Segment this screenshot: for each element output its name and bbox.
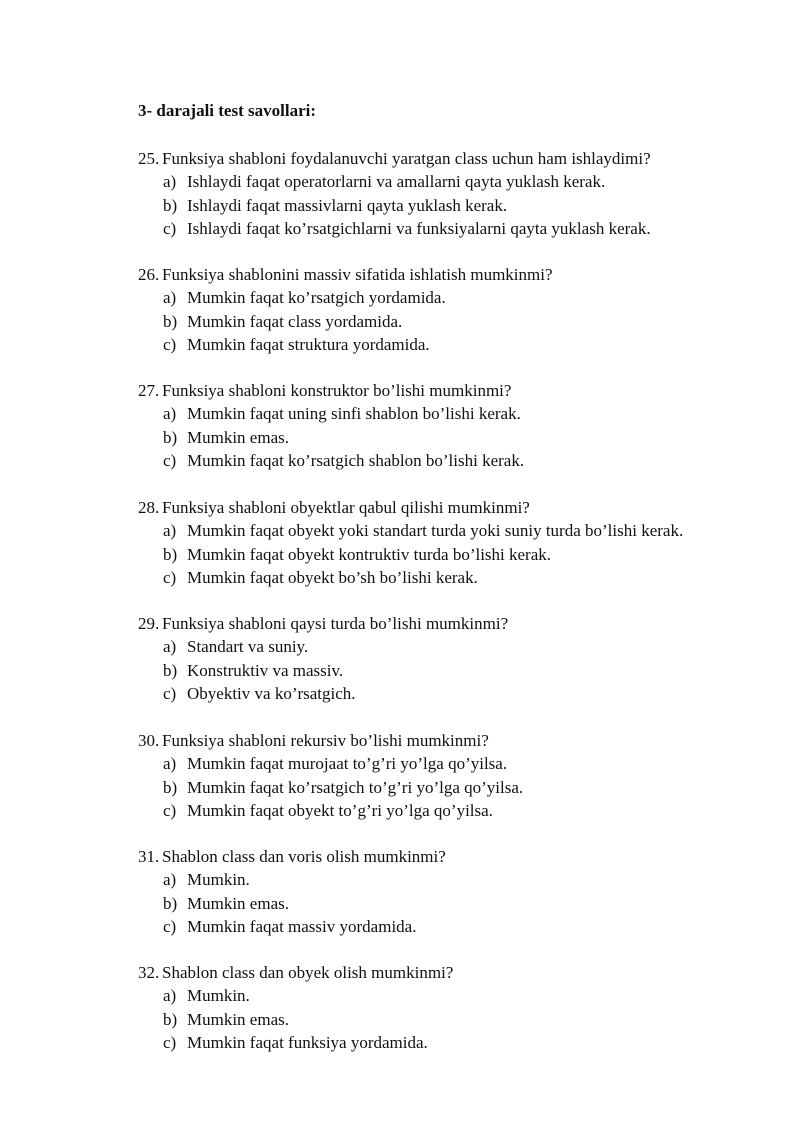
option-letter: b) [163, 544, 178, 564]
option-letter: a) [163, 754, 177, 774]
option-text: Konstruktiv va massiv. [187, 660, 344, 680]
option-text: Mumkin faqat obyekt to’g’ri yo’lga qo’yilsa. [187, 800, 493, 820]
question-number: 26. [138, 265, 160, 284]
option-letter: a) [163, 870, 177, 890]
option-letter: c) [163, 916, 177, 936]
option-text: Mumkin faqat murojaat to’g’ri yo’lga qo’yilsa. [187, 754, 508, 774]
option-c [138, 682, 778, 705]
option-text: Mumkin emas. [187, 1009, 289, 1029]
option-a [138, 984, 778, 1007]
option-c [138, 566, 778, 589]
option-b [138, 194, 778, 217]
option-text: Mumkin faqat funksiya yordamida. [187, 1032, 428, 1052]
option-text: Mumkin emas. [187, 427, 289, 447]
option-c [138, 333, 778, 356]
option-text: Mumkin faqat ko’rsatgich to’g’ri yo’lga qo’yilsa. [187, 777, 524, 797]
option-b [138, 1008, 778, 1031]
option-text: Obyektiv va ko’rsatgich. [187, 683, 356, 703]
option-text: Mumkin faqat obyekt yoki standart turda yoki suniy turda bo’lishi kerak. [187, 521, 684, 541]
question-number: 30. [138, 731, 160, 750]
option-text: Mumkin faqat ko’rsatgich shablon bo’lishi kerak. [187, 450, 525, 470]
question-29 [138, 612, 778, 705]
option-letter: b) [163, 660, 178, 680]
option-text: Mumkin emas. [187, 893, 289, 913]
question-number: 31. [138, 847, 160, 866]
option-text: Ishlaydi faqat massivlarni qayta yuklash kerak. [187, 195, 508, 215]
question-body: Funksiya shabloni foydalanuvchi yaratgan class uchun ham ishlaydimi? [162, 149, 651, 168]
question-text [138, 379, 778, 402]
option-letter: c) [163, 683, 177, 703]
option-a [138, 170, 778, 193]
question-25 [138, 147, 778, 240]
question-26 [138, 263, 778, 356]
option-a [138, 519, 778, 542]
option-text: Mumkin. [187, 870, 250, 890]
option-c [138, 217, 778, 240]
option-a [138, 868, 778, 891]
question-32 [138, 961, 778, 1054]
option-a [138, 402, 778, 425]
question-body: Shablon class dan voris olish mumkinmi? [162, 847, 446, 866]
question-text [138, 147, 778, 170]
option-b [138, 426, 778, 449]
option-text: Mumkin faqat class yordamida. [187, 311, 403, 331]
option-letter: c) [163, 334, 177, 354]
option-b [138, 892, 778, 915]
option-letter: b) [163, 893, 178, 913]
question-30 [138, 729, 778, 822]
option-letter: b) [163, 311, 178, 331]
option-b [138, 659, 778, 682]
option-b [138, 543, 778, 566]
question-text [138, 496, 778, 519]
question-body: Funksiya shabloni konstruktor bo’lishi mumkinmi? [162, 381, 512, 400]
question-text [138, 729, 778, 752]
option-letter: b) [163, 427, 178, 447]
option-letter: c) [163, 218, 177, 238]
question-number: 28. [138, 498, 160, 517]
option-a [138, 752, 778, 775]
option-text: Mumkin faqat ko’rsatgich yordamida. [187, 288, 446, 308]
option-letter: c) [163, 800, 177, 820]
question-number: 29. [138, 614, 160, 633]
question-27 [138, 379, 778, 472]
option-letter: a) [163, 172, 177, 192]
option-letter: a) [163, 986, 177, 1006]
option-letter: a) [163, 288, 177, 308]
section-title: 3- darajali test savollari: [138, 101, 316, 120]
option-text: Standart va suniy. [187, 637, 309, 657]
option-a [138, 286, 778, 309]
option-text: Mumkin faqat obyekt bo’sh bo’lishi kerak. [187, 567, 478, 587]
option-letter: c) [163, 567, 177, 587]
option-text: Mumkin faqat struktura yordamida. [187, 334, 430, 354]
option-b [138, 776, 778, 799]
option-letter: b) [163, 777, 178, 797]
question-body: Funksiya shabloni rekursiv bo’lishi mumkinmi? [162, 731, 489, 750]
question-number: 27. [138, 381, 160, 400]
option-text: Mumkin. [187, 986, 250, 1006]
option-letter: c) [163, 1032, 177, 1052]
option-c [138, 449, 778, 472]
question-number: 25. [138, 149, 160, 168]
question-number: 32. [138, 963, 160, 982]
option-text: Mumkin faqat uning sinfi shablon bo’lishi kerak. [187, 404, 521, 424]
option-c [138, 1031, 778, 1054]
option-c [138, 915, 778, 938]
option-letter: a) [163, 404, 177, 424]
option-text: Mumkin faqat obyekt kontruktiv turda bo’lishi kerak. [187, 544, 552, 564]
question-31 [138, 845, 778, 938]
option-text: Mumkin faqat massiv yordamida. [187, 916, 417, 936]
question-body: Funksiya shabloni obyektlar qabul qilishi mumkinmi? [162, 498, 530, 517]
option-letter: b) [163, 195, 178, 215]
question-body: Funksiya shabloni qaysi turda bo’lishi mumkinmi? [162, 614, 509, 633]
question-28 [138, 496, 778, 589]
option-c [138, 799, 778, 822]
question-body: Shablon class dan obyek olish mumkinmi? [162, 963, 454, 982]
option-text: Ishlaydi faqat ko’rsatgichlarni va funksiyalarni qayta yuklash kerak. [187, 218, 651, 238]
question-text [138, 612, 778, 635]
option-a [138, 635, 778, 658]
question-text [138, 961, 778, 984]
option-letter: a) [163, 521, 177, 541]
option-letter: c) [163, 450, 177, 470]
question-text [138, 845, 778, 868]
option-letter: b) [163, 1009, 178, 1029]
option-b [138, 310, 778, 333]
question-body: Funksiya shablonini massiv sifatida ishlatish mumkinmi? [162, 265, 553, 284]
option-letter: a) [163, 637, 177, 657]
question-text [138, 263, 778, 286]
option-text: Ishlaydi faqat operatorlarni va amallarni qayta yuklash kerak. [187, 172, 606, 192]
